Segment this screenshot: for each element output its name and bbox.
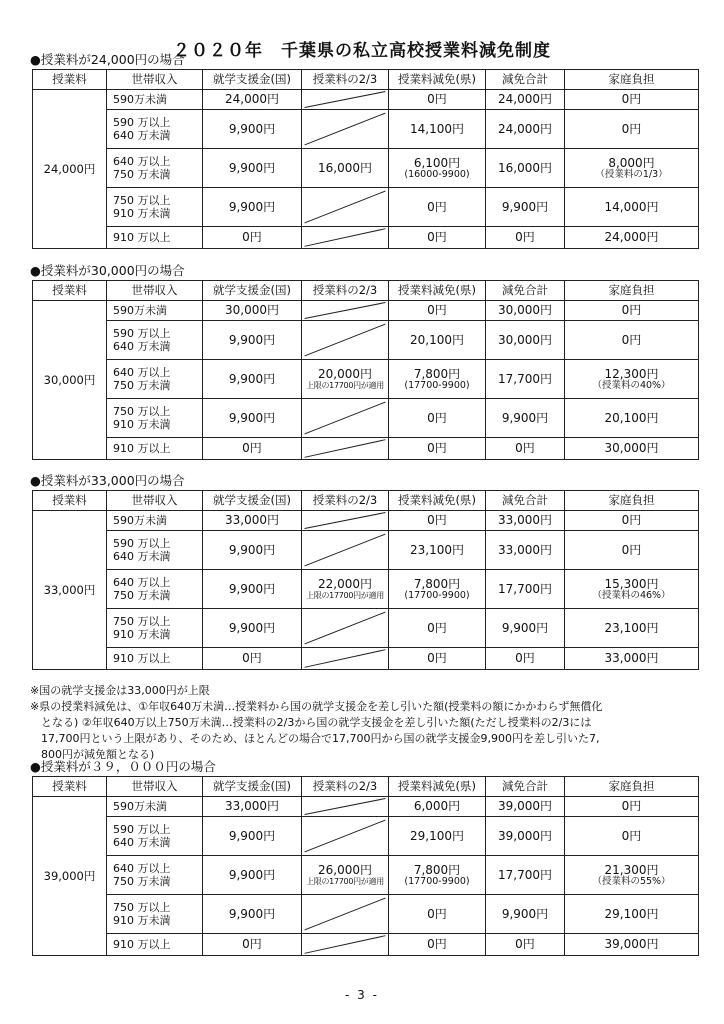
column-header: 就学支援金(国): [203, 281, 302, 301]
prefecture-reduction-cell: [389, 188, 486, 227]
total-reduction: 39,000円: [486, 817, 565, 856]
total-reduction: 0円: [486, 934, 565, 956]
household-burden: 12,300円: [604, 366, 659, 381]
prefecture-reduction-cell: [389, 438, 486, 460]
total-reduction: 0円: [486, 438, 565, 460]
diagonal-slash: [302, 438, 388, 459]
household-burden: 24,000円: [604, 230, 659, 244]
tuition-amount: 39,000円: [33, 797, 107, 956]
household-burden: 0円: [621, 799, 642, 813]
column-header: 世帯収入: [107, 491, 203, 511]
diagonal-slash: [302, 934, 388, 955]
table-row: [33, 856, 699, 895]
prefecture-reduction-cell: [389, 149, 486, 188]
household-burden: 8,000円: [608, 155, 655, 170]
prefecture-reduction: 0円: [427, 441, 447, 455]
column-header: 世帯収入: [107, 777, 203, 797]
not-applicable-cell: [302, 895, 389, 934]
diagonal-slash: [302, 817, 388, 855]
income-range: 590万未満: [107, 90, 203, 110]
household-burden-cell: [565, 609, 699, 648]
household-burden-cell: [565, 511, 699, 531]
table-row: [33, 934, 699, 956]
income-range: 910 万以上: [107, 934, 203, 956]
two-thirds-note: 上限の17700円が適用: [306, 877, 384, 886]
column-header: 授業料: [33, 70, 107, 90]
prefecture-reduction-cell: [389, 360, 486, 399]
household-burden: 0円: [621, 332, 642, 347]
national-support: 9,900円: [203, 856, 302, 895]
prefecture-reduction: 7,800円: [413, 862, 461, 877]
two-thirds-note: 上限の17700円が適用: [306, 381, 384, 390]
national-support: 0円: [203, 438, 302, 460]
national-support: 9,900円: [203, 321, 302, 360]
note-line: 800円が減免額となる): [41, 748, 155, 761]
total-reduction: 33,000円: [486, 511, 565, 531]
fee-table: [32, 776, 699, 956]
national-support: 9,900円: [203, 817, 302, 856]
tuition-amount: 30,000円: [33, 301, 107, 460]
diagonal-slash: [302, 188, 388, 226]
not-applicable-cell: [302, 188, 389, 227]
total-reduction: 17,700円: [486, 570, 565, 609]
national-support: 30,000円: [203, 301, 302, 321]
household-burden-cell: [565, 438, 699, 460]
diagonal-slash: [302, 321, 388, 359]
diagonal-slash: [302, 399, 388, 437]
two-thirds-value: 26,000円: [318, 863, 372, 877]
table-row: [33, 360, 699, 399]
national-support: 24,000円: [203, 90, 302, 110]
section-heading: ●授業料が30,000円の場合: [30, 263, 185, 278]
prefecture-reduction-cell: [389, 399, 486, 438]
prefecture-reduction: 0円: [427, 937, 447, 951]
household-burden-note: （授業料の55%）: [592, 875, 671, 887]
total-reduction: 30,000円: [486, 301, 565, 321]
household-burden: 15,300円: [604, 576, 659, 591]
household-burden-note: （授業料の1/3）: [595, 168, 668, 180]
prefecture-reduction-cell: [389, 817, 486, 856]
income-range: 910 万以上: [107, 227, 203, 249]
not-applicable-cell: [302, 90, 389, 110]
income-range: 590万未満: [107, 797, 203, 817]
household-burden: 0円: [621, 542, 642, 557]
column-header: 減免合計: [486, 491, 565, 511]
prefecture-reduction: 20,100円: [410, 332, 464, 347]
column-header: 減免合計: [486, 777, 565, 797]
prefecture-reduction-cell: [389, 227, 486, 249]
household-burden-cell: [565, 360, 699, 399]
prefecture-reduction: 29,100円: [410, 828, 464, 843]
prefecture-reduction: 7,800円: [413, 576, 461, 591]
total-reduction: 33,000円: [486, 531, 565, 570]
prefecture-reduction-note: (17700-9900): [404, 875, 470, 887]
total-reduction: 9,900円: [486, 895, 565, 934]
column-header: 減免合計: [486, 281, 565, 301]
household-burden: 21,300円: [604, 862, 659, 877]
not-applicable-cell: [302, 399, 389, 438]
national-support: 9,900円: [203, 895, 302, 934]
household-burden-cell: [565, 188, 699, 227]
column-header: 家庭負担: [565, 491, 699, 511]
column-header: 授業料の2/3: [302, 777, 389, 797]
two-thirds-cell: [302, 856, 389, 895]
column-header: 授業料: [33, 491, 107, 511]
fee-table: [32, 490, 699, 670]
column-header: 授業料減免(県): [389, 281, 486, 301]
prefecture-reduction: 23,100円: [410, 542, 464, 557]
prefecture-reduction: 0円: [427, 620, 447, 635]
not-applicable-cell: [302, 648, 389, 670]
prefecture-reduction-cell: [389, 797, 486, 817]
income-range: 640 万以上 750 万未満: [107, 856, 203, 895]
prefecture-reduction: 6,100円: [413, 155, 461, 170]
total-reduction: 16,000円: [486, 149, 565, 188]
income-range: 750 万以上 910 万未満: [107, 895, 203, 934]
table-row: [33, 648, 699, 670]
table-row: [33, 188, 699, 227]
total-reduction: 17,700円: [486, 360, 565, 399]
income-range: 590 万以上 640 万未満: [107, 321, 203, 360]
table-row: [33, 817, 699, 856]
household-burden: 0円: [621, 303, 642, 317]
two-thirds-value: 22,000円: [318, 577, 372, 591]
two-thirds-cell: [302, 570, 389, 609]
prefecture-reduction: 0円: [427, 513, 447, 527]
income-range: 910 万以上: [107, 438, 203, 460]
income-range: 590万未満: [107, 511, 203, 531]
note-line: となる) ②年収640万以上750万未満…授業料の2/3から国の就学支援金を差し引いた額(ただし授業料の2/3には: [41, 716, 592, 729]
total-reduction: 17,700円: [486, 856, 565, 895]
prefecture-reduction-cell: [389, 648, 486, 670]
column-header: 就学支援金(国): [203, 777, 302, 797]
household-burden: 29,100円: [604, 906, 659, 921]
prefecture-reduction: 0円: [427, 303, 447, 317]
tuition-amount: 33,000円: [33, 511, 107, 670]
note-line: ※国の就学支援金は33,000円が上限: [30, 684, 210, 697]
total-reduction: 39,000円: [486, 797, 565, 817]
household-burden: 23,100円: [604, 620, 659, 635]
not-applicable-cell: [302, 227, 389, 249]
table-row: [33, 609, 699, 648]
income-range: 910 万以上: [107, 648, 203, 670]
column-header: 減免合計: [486, 70, 565, 90]
household-burden: 0円: [621, 92, 642, 106]
household-burden: 30,000円: [604, 441, 659, 455]
prefecture-reduction: 0円: [427, 199, 447, 214]
national-support: 9,900円: [203, 188, 302, 227]
household-burden-cell: [565, 817, 699, 856]
prefecture-reduction: 0円: [427, 906, 447, 921]
table-row: [33, 110, 699, 149]
national-support: 9,900円: [203, 399, 302, 438]
two-thirds-value: 16,000円: [318, 160, 372, 175]
prefecture-reduction-cell: [389, 511, 486, 531]
national-support: 0円: [203, 227, 302, 249]
not-applicable-cell: [302, 531, 389, 570]
prefecture-reduction-cell: [389, 110, 486, 149]
national-support: 0円: [203, 648, 302, 670]
table-row: [33, 797, 699, 817]
prefecture-reduction-note: (16000-9900): [404, 168, 470, 180]
table-row: [33, 301, 699, 321]
national-support: 33,000円: [203, 511, 302, 531]
not-applicable-cell: [302, 511, 389, 531]
column-header: 授業料減免(県): [389, 777, 486, 797]
household-burden-note: （授業料の40%）: [592, 379, 671, 391]
household-burden-cell: [565, 856, 699, 895]
total-reduction: 9,900円: [486, 399, 565, 438]
notes: [30, 683, 702, 763]
table-row: [33, 438, 699, 460]
national-support: 9,900円: [203, 570, 302, 609]
column-header: 授業料の2/3: [302, 281, 389, 301]
national-support: 9,900円: [203, 149, 302, 188]
prefecture-reduction-cell: [389, 90, 486, 110]
diagonal-slash: [302, 531, 388, 569]
column-header: 家庭負担: [565, 70, 699, 90]
household-burden: 14,000円: [604, 199, 659, 214]
prefecture-reduction-cell: [389, 934, 486, 956]
household-burden: 0円: [621, 828, 642, 843]
national-support: 9,900円: [203, 360, 302, 399]
prefecture-reduction: 0円: [427, 230, 447, 244]
not-applicable-cell: [302, 934, 389, 956]
two-thirds-cell: [302, 360, 389, 399]
prefecture-reduction-cell: [389, 321, 486, 360]
national-support: 9,900円: [203, 110, 302, 149]
income-range: 640 万以上 750 万未満: [107, 360, 203, 399]
prefecture-reduction-cell: [389, 895, 486, 934]
column-header: 授業料: [33, 281, 107, 301]
table-header-row: [33, 70, 699, 90]
table-row: [33, 511, 699, 531]
household-burden-cell: [565, 110, 699, 149]
page-number: - 3 -: [345, 988, 379, 1002]
household-burden: 20,100円: [604, 410, 659, 425]
prefecture-reduction: 6,000円: [413, 799, 461, 813]
prefecture-reduction-cell: [389, 301, 486, 321]
total-reduction: 24,000円: [486, 110, 565, 149]
fee-table: [32, 69, 699, 249]
income-range: 750 万以上 910 万未満: [107, 188, 203, 227]
prefecture-reduction: 0円: [427, 92, 447, 106]
income-range: 640 万以上 750 万未満: [107, 570, 203, 609]
not-applicable-cell: [302, 797, 389, 817]
prefecture-reduction-note: (17700-9900): [404, 589, 470, 601]
income-range: 590 万以上 640 万未満: [107, 817, 203, 856]
section-heading: ●授業料が33,000円の場合: [30, 473, 185, 488]
column-header: 授業料の2/3: [302, 491, 389, 511]
total-reduction: 24,000円: [486, 90, 565, 110]
national-support: 0円: [203, 934, 302, 956]
national-support: 9,900円: [203, 609, 302, 648]
household-burden-cell: [565, 399, 699, 438]
diagonal-slash: [302, 609, 388, 647]
column-header: 家庭負担: [565, 777, 699, 797]
table-row: [33, 895, 699, 934]
not-applicable-cell: [302, 817, 389, 856]
income-range: 590万未満: [107, 301, 203, 321]
household-burden-cell: [565, 227, 699, 249]
household-burden: 33,000円: [604, 651, 659, 665]
column-header: 就学支援金(国): [203, 70, 302, 90]
income-range: 750 万以上 910 万未満: [107, 399, 203, 438]
prefecture-reduction-cell: [389, 570, 486, 609]
diagonal-slash: [302, 90, 388, 109]
household-burden: 0円: [621, 513, 642, 527]
column-header: 授業料減免(県): [389, 70, 486, 90]
diagonal-slash: [302, 301, 388, 320]
two-thirds-cell: [302, 149, 389, 188]
household-burden-cell: [565, 301, 699, 321]
table-header-row: [33, 281, 699, 301]
household-burden-note: （授業料の46%）: [592, 589, 671, 601]
diagonal-slash: [302, 648, 388, 669]
not-applicable-cell: [302, 110, 389, 149]
household-burden-cell: [565, 90, 699, 110]
table-header-row: [33, 777, 699, 797]
table-row: [33, 149, 699, 188]
prefecture-reduction: 0円: [427, 410, 447, 425]
total-reduction: 9,900円: [486, 188, 565, 227]
not-applicable-cell: [302, 321, 389, 360]
table-row: [33, 227, 699, 249]
prefecture-reduction-cell: [389, 609, 486, 648]
page-title: ２０２０年 千葉県の私立高校授業料減免制度: [173, 41, 551, 61]
not-applicable-cell: [302, 301, 389, 321]
column-header: 授業料減免(県): [389, 491, 486, 511]
prefecture-reduction-note: (17700-9900): [404, 379, 470, 391]
prefecture-reduction: 0円: [427, 651, 447, 665]
diagonal-slash: [302, 895, 388, 933]
table-row: [33, 321, 699, 360]
income-range: 750 万以上 910 万未満: [107, 609, 203, 648]
household-burden-cell: [565, 321, 699, 360]
column-header: 授業料の2/3: [302, 70, 389, 90]
prefecture-reduction-cell: [389, 856, 486, 895]
column-header: 授業料: [33, 777, 107, 797]
two-thirds-note: 上限の17700円が適用: [306, 591, 384, 600]
section-heading: ●授業料が24,000円の場合: [30, 52, 185, 67]
table-header-row: [33, 491, 699, 511]
income-range: 590 万以上 640 万未満: [107, 531, 203, 570]
national-support: 9,900円: [203, 531, 302, 570]
household-burden-cell: [565, 895, 699, 934]
prefecture-reduction: 14,100円: [410, 121, 464, 136]
household-burden: 39,000円: [604, 937, 659, 951]
diagonal-slash: [302, 110, 388, 148]
household-burden-cell: [565, 531, 699, 570]
income-range: 640 万以上 750 万未満: [107, 149, 203, 188]
prefecture-reduction-cell: [389, 531, 486, 570]
total-reduction: 0円: [486, 648, 565, 670]
tuition-amount: 24,000円: [33, 90, 107, 249]
total-reduction: 0円: [486, 227, 565, 249]
note-line: ※県の授業料減免は、①年収640万未満…授業料から国の就学支援金を差し引いた額(授業料の額にかかわらず無償化: [30, 700, 603, 713]
diagonal-slash: [302, 797, 388, 816]
household-burden-cell: [565, 648, 699, 670]
table-row: [33, 531, 699, 570]
column-header: 世帯収入: [107, 281, 203, 301]
total-reduction: 9,900円: [486, 609, 565, 648]
note-line: 17,700円という上限があり、そのため、ほとんどの場合で17,700円から国の就学支援金9,900円を差し引いた7,: [41, 732, 600, 745]
not-applicable-cell: [302, 438, 389, 460]
column-header: 就学支援金(国): [203, 491, 302, 511]
column-header: 世帯収入: [107, 70, 203, 90]
section-heading: ●授業料が３９，０００円の場合: [30, 759, 216, 774]
prefecture-reduction: 7,800円: [413, 366, 461, 381]
diagonal-slash: [302, 511, 388, 530]
diagonal-slash: [302, 227, 388, 248]
column-header: 家庭負担: [565, 281, 699, 301]
household-burden-cell: [565, 797, 699, 817]
two-thirds-value: 20,000円: [318, 367, 372, 381]
table-row: [33, 90, 699, 110]
household-burden: 0円: [621, 121, 642, 136]
national-support: 33,000円: [203, 797, 302, 817]
table-row: [33, 399, 699, 438]
household-burden-cell: [565, 149, 699, 188]
not-applicable-cell: [302, 609, 389, 648]
income-range: 590 万以上 640 万未満: [107, 110, 203, 149]
household-burden-cell: [565, 934, 699, 956]
total-reduction: 30,000円: [486, 321, 565, 360]
household-burden-cell: [565, 570, 699, 609]
table-row: [33, 570, 699, 609]
fee-table: [32, 280, 699, 460]
